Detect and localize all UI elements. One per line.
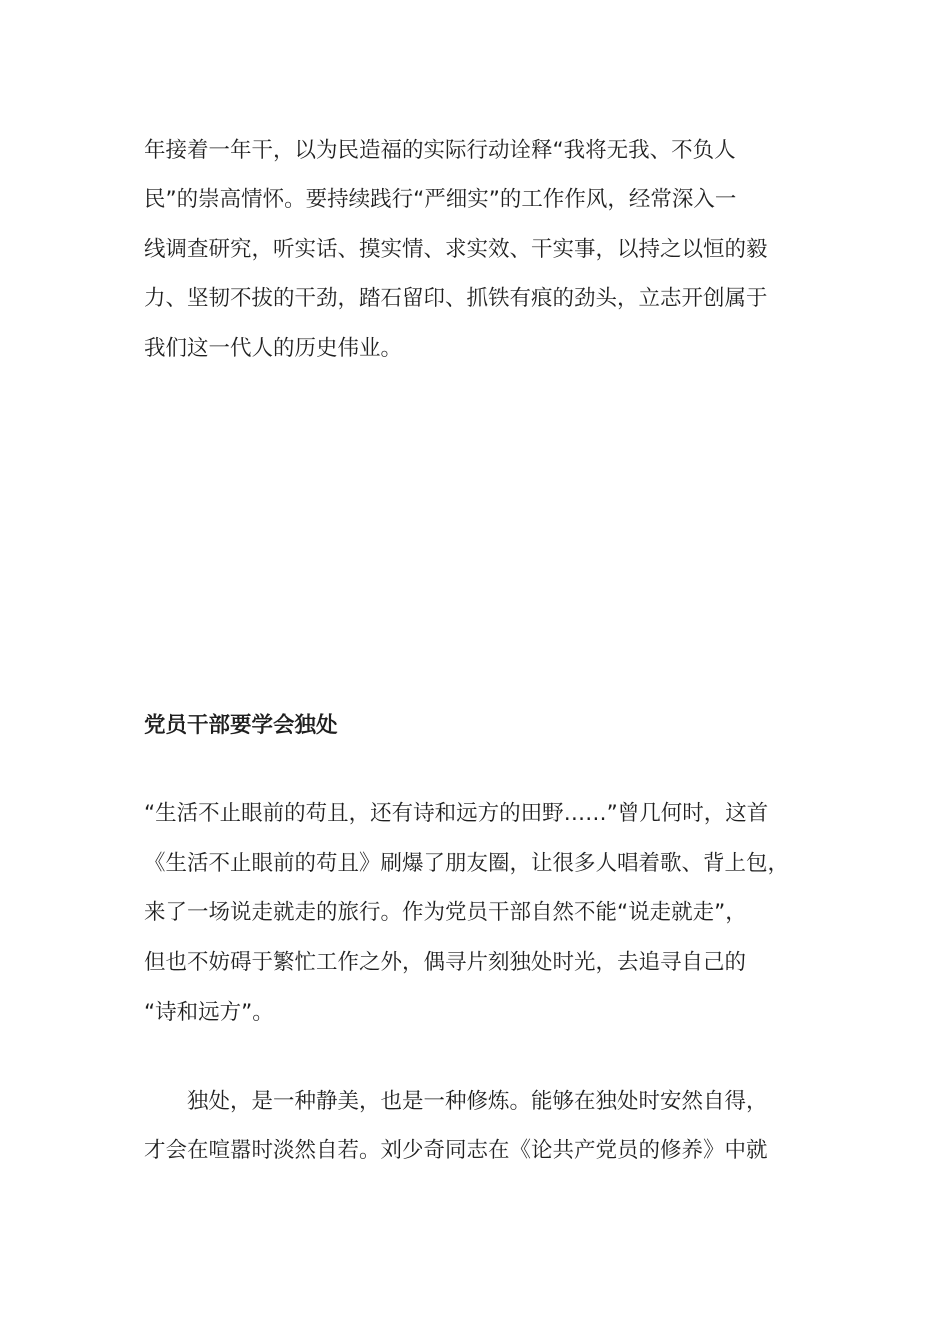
paragraph-1-line-3: 线调查研究，听实话、摸实情、求实效、干实事，以持之以恒的毅 xyxy=(144,237,768,262)
paragraph-2-line-3: 来了一场说走就走的旅行。作为党员干部自然不能“说走就走”， xyxy=(144,900,747,925)
paragraph-1-line-2: 民”的崇高情怀。要持续践行“严细实”的工作作风，经常深入一 xyxy=(144,187,737,212)
paragraph-1-line-4: 力、坚韧不拔的干劲，踏石留印、抓铁有痕的劲头，立志开创属于 xyxy=(144,286,768,311)
paragraph-3-line-2: 才会在喧嚣时淡然自若。刘少奇同志在《论共产党员的修养》中就 xyxy=(144,1138,768,1163)
paragraph-2-line-1: “生活不止眼前的苟且，还有诗和远方的田野……”曾几何时，这首 xyxy=(144,801,769,826)
paragraph-1-line-1: 年接着一年干，以为民造福的实际行动诠释“我将无我、不负人 xyxy=(144,138,736,163)
paragraph-2-line-2: 《生活不止眼前的苟且》刷爆了朋友圈，让很多人唱着歌、背上包， xyxy=(144,851,790,876)
paragraph-2-line-5: “诗和远方”。 xyxy=(144,1000,274,1025)
paragraph-3-line-1: 独处，是一种静美，也是一种修炼。能够在独处时安然自得， xyxy=(144,1089,768,1114)
paragraph-2-line-4: 但也不妨碍于繁忙工作之外，偶寻片刻独处时光，去追寻自己的 xyxy=(144,950,747,975)
paragraph-1-line-5: 我们这一代人的历史伟业。 xyxy=(144,336,403,361)
section-heading: 党员干部要学会独处 xyxy=(144,713,338,738)
